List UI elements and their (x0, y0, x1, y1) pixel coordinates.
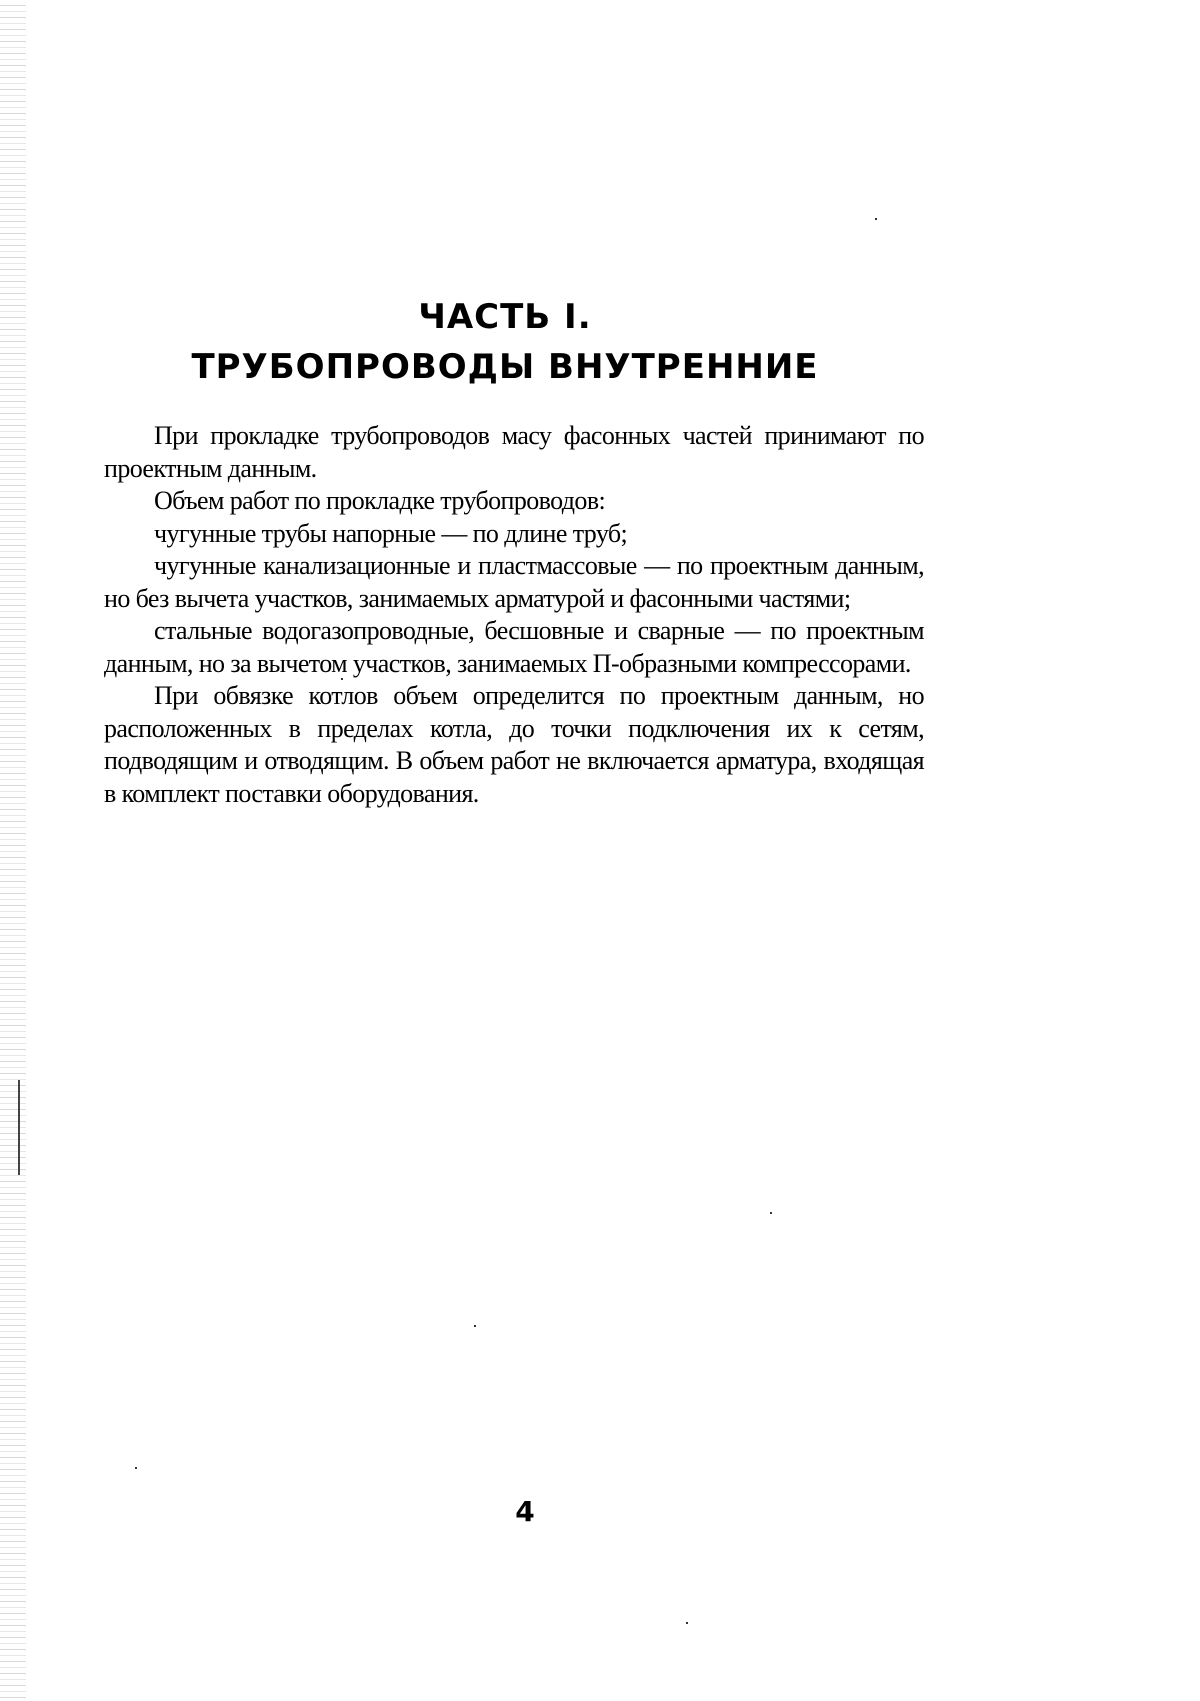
chapter-number: ЧАСТЬ I. (418, 297, 592, 337)
paragraph-work-volume: Объем работ по прокладке трубопроводов: (154, 486, 606, 515)
page-number: 4 (515, 1495, 535, 1528)
scan-speck (135, 1467, 137, 1469)
scan-speck (341, 678, 343, 680)
scan-speck (474, 1325, 476, 1327)
paragraph-cast-iron-pressure: чугунные трубы напорные — по длине труб; (154, 518, 628, 548)
scan-speck (686, 1622, 688, 1624)
paragraph-boiler-piping: При обвязке котлов объем определится по проектным данным, но расположенных в пределах котла, до точки подключения их к сетям, подводящим и отводящим. В объем работ не включается арматура, входящая в комплект поставки оборудования. (104, 681, 924, 808)
scan-speck (875, 218, 877, 220)
scan-edge-noise (0, 0, 26, 1701)
paragraph-steel-pipes: стальные водогазопроводные, бесшовные и сварные — по проектным данным, но за вычетом участков, занимаемых П-образными компрессорами. (104, 616, 924, 678)
chapter-heading (0, 292, 1010, 392)
scan-speck (770, 1212, 772, 1214)
paragraph-fittings-mass: При прокладке трубопроводов масу фасонных частей принимают по проектным данным. (104, 421, 924, 483)
body-text (104, 420, 924, 810)
chapter-title: ТРУБОПРОВОДЫ ВНУТРЕННИЕ (191, 347, 819, 387)
scan-edge-mark (18, 1080, 20, 1175)
paragraph-cast-iron-sewer: чугунные канализационные и пластмассовые — по проектным данным, но без вычета участков, занимаемых арматурой и фасонными частями; (104, 551, 924, 613)
